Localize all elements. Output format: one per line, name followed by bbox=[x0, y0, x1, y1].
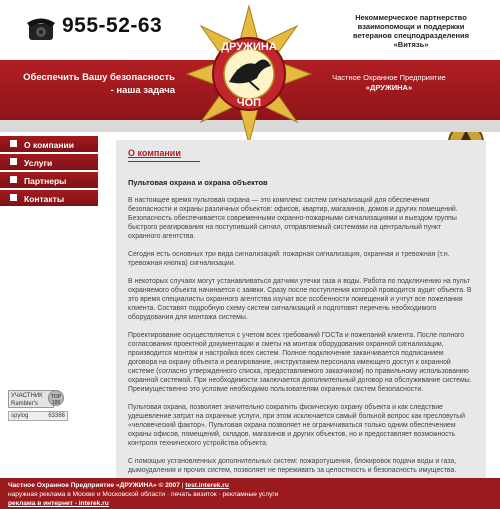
slogan-line: - наша задача bbox=[110, 85, 175, 96]
nav-label: Партнеры bbox=[24, 176, 67, 186]
top100-badge[interactable]: TOP 100 bbox=[48, 390, 64, 406]
nav-item-partners[interactable] bbox=[0, 172, 98, 189]
nav-label: О компании bbox=[24, 140, 74, 150]
paragraph: С помощью установленных дополнительных систем: пожаротушения, блокировок подачи воды и газа, дымоудаления и прочих систем, позволяет не переживать за целостность и безопасность имущества. bbox=[128, 458, 457, 474]
main-content bbox=[116, 140, 486, 478]
company-line: Частное Охранное Предприятие bbox=[332, 73, 446, 82]
org-note-line: взаимопомощи и поддержки bbox=[357, 22, 465, 31]
company-name-banner bbox=[330, 73, 448, 93]
paragraph: В настоящее время пультовая охрана — это комплекс систем сигнализаций для обеспечения безопасности и охраны различных объектов: офисов, квартир, магазинов, домов и других помещений. Безопасность обеспечивается современными охранно-пожарными сигнализациями и выездом группы быстрого реагирования на поступивший сигнал, отправляемый системами на центральный пункт охранного агентства. bbox=[128, 197, 458, 240]
copyright-text: Частное Охранное Предприятие «ДРУЖИНА» © 2007 bbox=[8, 482, 180, 489]
footer-line bbox=[8, 481, 500, 490]
org-note-line: Некоммерческое партнерство bbox=[355, 13, 467, 22]
footer bbox=[0, 478, 500, 509]
counter-value: 63366 bbox=[48, 413, 65, 419]
square-bullet-icon bbox=[10, 194, 17, 201]
nav-item-about[interactable] bbox=[0, 136, 98, 153]
separator: | bbox=[181, 482, 186, 489]
emblem-bottom-text: ЧОП bbox=[236, 97, 262, 109]
footer-services[interactable]: наружная реклама в Москве и Московской области · печать визиток · рекламные услуги bbox=[8, 491, 279, 498]
section-title[interactable]: О компании bbox=[128, 148, 181, 158]
star-emblem-icon bbox=[185, 4, 313, 154]
spylog-counter[interactable] bbox=[8, 411, 68, 421]
phone-number: 955-52-63 bbox=[62, 14, 163, 37]
footer-link[interactable]: test.interek.ru bbox=[185, 482, 229, 489]
org-note-line: «Витязь» bbox=[393, 40, 429, 49]
square-bullet-icon bbox=[10, 140, 17, 147]
square-bullet-icon bbox=[10, 176, 17, 183]
paragraph: В некоторых случаях могут устанавливаться датчики утечки газа и воды. Работа по подключению на пульт охраняемого объекта начинается с заявки. Сразу после поступления которой проводится аудит объекта. В это время специалисты охранного агентства изучат все особенности помещений и учтут все пожелания клиента. Составят подробную схему систем сигнализаций и подготовят перечень необходимого оборудования для монтажа системы. bbox=[128, 278, 472, 321]
article-title: Пультовая охрана и охрана объектов bbox=[128, 178, 268, 187]
counter-label: Rambler's bbox=[11, 401, 38, 407]
nav-item-services[interactable] bbox=[0, 154, 98, 171]
nav-label: Контакты bbox=[24, 194, 65, 204]
slogan bbox=[10, 71, 175, 97]
slogan-line: Обеспечить Вашу безопасность bbox=[23, 72, 175, 83]
paragraph: Сегодня есть основных три вида сигнализаций: пожарная сигнализация, охранная и тревожная (т.н. тревожная кнопка) сигнализации. bbox=[128, 251, 450, 267]
counter-label: УЧАСТНИК bbox=[11, 393, 43, 399]
sidebar bbox=[0, 132, 106, 478]
telephone-icon bbox=[26, 14, 56, 42]
company-brand: «ДРУЖИНА» bbox=[365, 83, 413, 92]
org-note bbox=[352, 13, 470, 49]
emblem-top-text: ДРУЖИНА bbox=[221, 41, 277, 53]
square-bullet-icon bbox=[10, 158, 17, 165]
footer-ad-link[interactable]: реклама в интернет - interek.ru bbox=[8, 500, 109, 507]
section-divider bbox=[128, 161, 200, 162]
paragraph: Пультовая охрана, позволяет значительно сократить физическую охрану объекта и как следствие удешевление затрат на охранные услуги, при этом исключается самый больной вопрос как пресловутый «человеческий фактор». Пультовая охрана позволяет не ограничиваться только одним обеспечением охраны офисов, помещений, складов, магазинов и других объектов, но и предоставляет возможность контроля технического устройства объекта. bbox=[128, 404, 465, 447]
org-note-line: ветеранов спецподразделения bbox=[352, 31, 470, 40]
counter-label: spylog bbox=[11, 413, 29, 419]
nav-label: Услуги bbox=[24, 158, 53, 168]
nav-item-contacts[interactable] bbox=[0, 190, 98, 207]
paragraph: Проектирование осуществляется с учетом всех требований ГОСТа и пожеланий клиента. После полного согласования проектной документации и сметы на монтаж оборудования охранной сигнализации, производится монтаж и настройка всех систем. Полное подключение заканчивается подписанием договора на охрану объекта и реагирование, инструктажем персонала имеющего доступ к охранной системе (согласно утвержденного списка, предоставляемого заказчиком) по правильному использованию охранной системой. При необходимости заключается дополнительный договор на обслуживание системы. Преимущественно это условие необходимо пользователям охранных систем безопасности. bbox=[128, 332, 472, 393]
